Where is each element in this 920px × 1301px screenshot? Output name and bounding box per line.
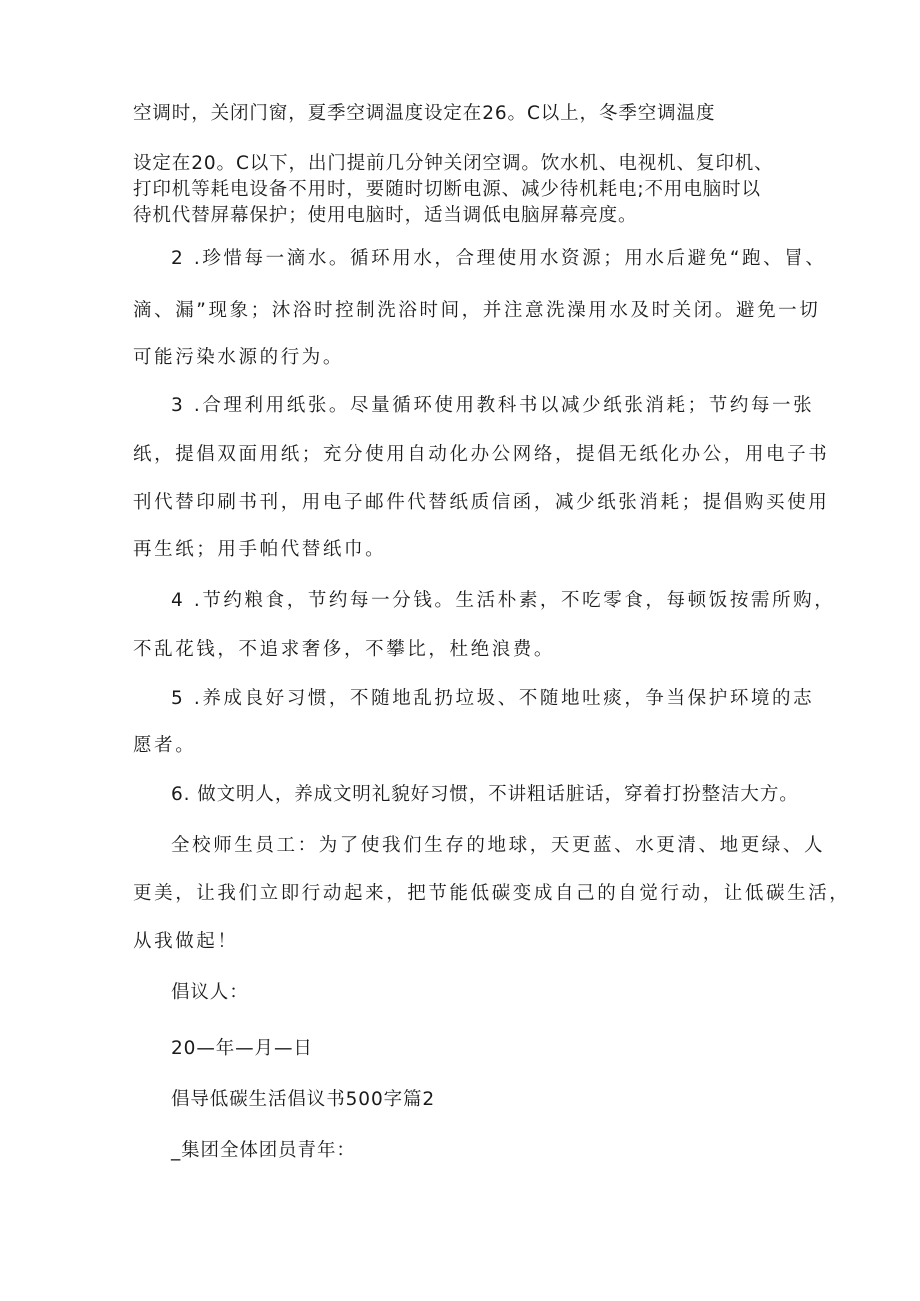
text-line: 再生纸；用手帕代替纸巾。: [133, 539, 387, 560]
text-line: 更美，让我们立即行动起来，把节能低碳变成自己的自觉行动，让低碳生活，: [133, 883, 851, 904]
text-line: 打印机等耗电设备不用时，要随时切断电源、减少待机耗电;不用电脑时以: [133, 179, 761, 200]
text-line: 设定在20。C以下，出门提前几分钟关闭空调。饮水机、电视机、复印机、: [133, 153, 774, 174]
text-line: 待机代替屏幕保护；使用电脑时，适当调低电脑屏幕亮度。: [133, 205, 638, 226]
text-line: 滴、漏”现象；沐浴时控制洗浴时间，并注意洗澡用水及时关闭。避免一切: [133, 300, 821, 321]
text-line: 愿者。: [133, 735, 197, 756]
text-line: 5 .养成良好习惯，不随地乱扔垃圾、不随地吐痰，争当保护环境的志: [171, 688, 815, 709]
text-line: 可能污染水源的行为。: [133, 347, 345, 368]
text-line: 刊代替印刷书刊，用电子邮件代替纸质信函，减少纸张消耗；提倡购买使用: [133, 492, 830, 513]
date-line: 20—年—月—日: [171, 1038, 313, 1059]
text-line: 全校师生员工：为了使我们生存的地球，天更蓝、水更清、地更绿、人: [171, 835, 826, 856]
text-line: 6. 做文明人，养成文明礼貌好习惯，不讲粗话脏话，穿着打扮整洁大方。: [171, 784, 799, 805]
text-line: 4 .节约粮食，节约每一分钱。生活朴素，不吃零食，每顿饭按需所购，: [171, 590, 836, 611]
text-line: 空调时，关闭门窗，夏季空调温度设定在26。C以上，冬季空调温度: [133, 103, 716, 124]
text-line: 3 .合理利用纸张。尽量循环使用教科书以减少纸张消耗；节约每一张: [171, 395, 815, 416]
text-line: 从我做起！: [133, 931, 239, 952]
section-heading: 倡导低碳生活倡议书500字篇2: [171, 1089, 436, 1110]
text-line: 2 .珍惜每一滴水。循环用水，合理使用水资源；用水后避免“跑、冒、: [171, 248, 827, 269]
salutation: _集团全体团员青年：: [171, 1140, 356, 1161]
text-line: 不乱花钱，不追求奢侈，不攀比，杜绝浪费。: [133, 639, 556, 660]
text-line: 纸，提倡双面用纸；充分使用自动化办公网络，提倡无纸化办公，用电子书: [133, 444, 830, 465]
signer-label: 倡议人：: [171, 982, 249, 1003]
